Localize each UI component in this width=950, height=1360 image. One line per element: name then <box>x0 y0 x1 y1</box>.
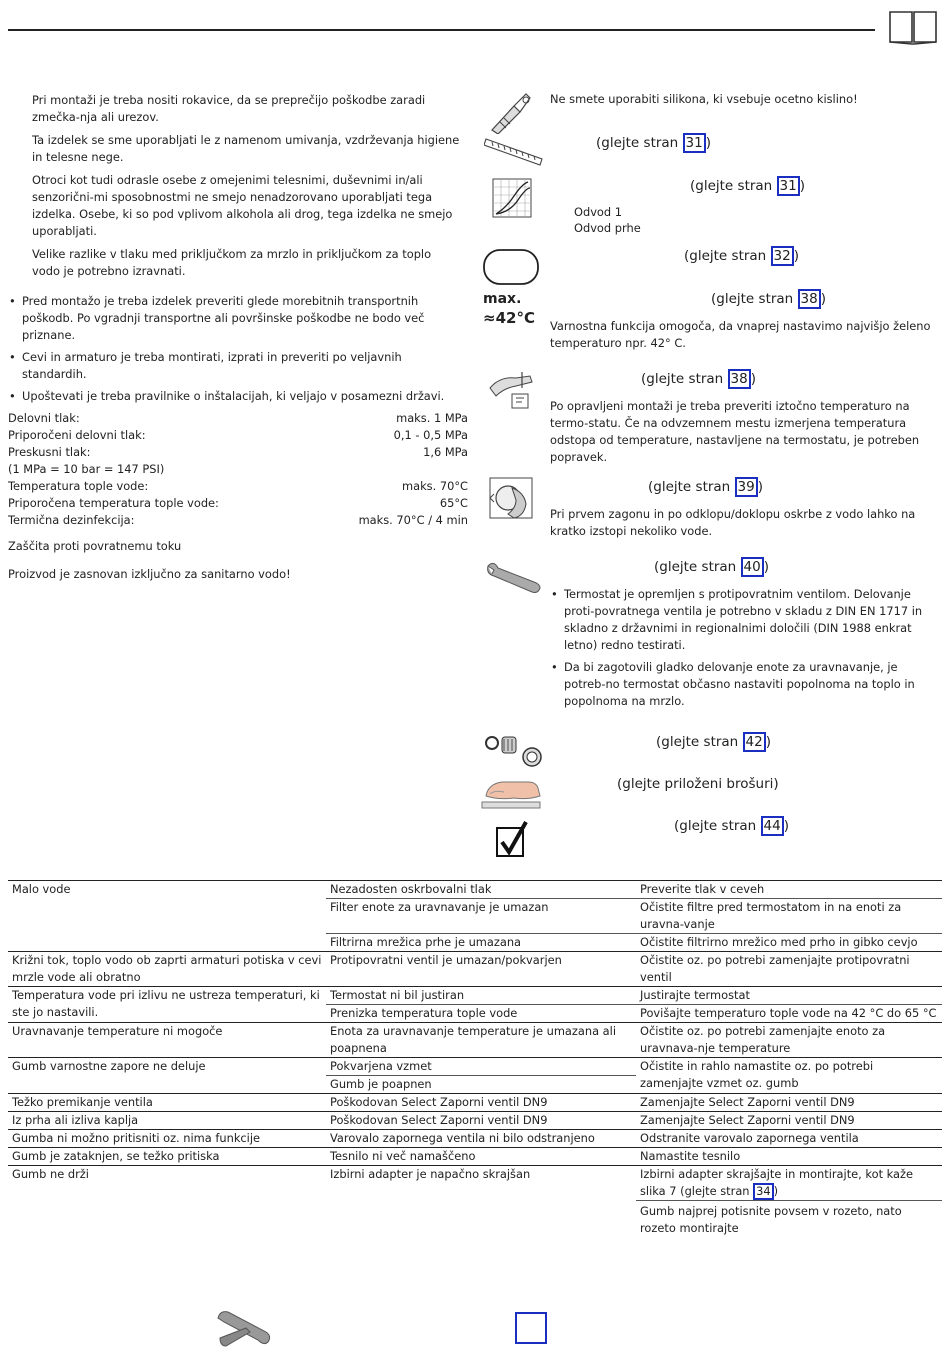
ref-prefix: (glejte stran <box>656 734 743 750</box>
solution-cell: Odstranite varovalo zapornega ventila <box>640 1131 859 1145</box>
solution-cell: Preverite tlak v ceveh <box>640 882 765 896</box>
table-row <box>8 987 942 1005</box>
spec-label: Delovni tlak: <box>8 411 80 425</box>
problem-cell: Gumb ne drži <box>12 1167 89 1181</box>
cause-cell: Izbirni adapter je napačno skrajšan <box>330 1167 531 1181</box>
solution-cell: Očistite oz. po potrebi zamenjajte protipovratni ventil <box>640 953 910 984</box>
page-ref-test-certificate <box>674 816 789 836</box>
ruler-icon <box>484 133 544 167</box>
header-rule <box>8 29 875 31</box>
backflow-note: Zaščita proti povratnemu toku <box>8 539 182 553</box>
table-row <box>8 881 942 899</box>
table-row <box>8 1058 942 1076</box>
montage-notes <box>8 293 463 410</box>
cause-cell: Poškodovan Select Zaporni ventil DN9 <box>330 1113 548 1127</box>
page-ref-link[interactable]: 42 <box>743 732 766 752</box>
spec-row <box>8 495 468 512</box>
table-row <box>8 1148 942 1166</box>
solution-cell: Očistite filtre pred termostatom in na enoti za uravna-vanje <box>640 900 902 931</box>
solution-cell <box>636 1166 942 1201</box>
page-ref-adjustment <box>641 369 756 389</box>
page-ref-link[interactable]: 31 <box>777 176 800 196</box>
page-ref-spare-parts <box>656 732 771 752</box>
cartridge-outline-icon <box>482 248 540 286</box>
spec-value: 1,6 MPa <box>423 445 468 459</box>
solution-cell: Povišajte temperaturo tople vode na 42 °C do 65 °C <box>640 1006 937 1020</box>
max-label: max. <box>483 291 522 307</box>
cause-cell: Prenizka temperatura tople vode <box>330 1006 518 1020</box>
silicone-warning: Ne smete uporabiti silikona, ki vsebuje ocetno kislino! <box>550 92 858 106</box>
checkbox-checked-icon <box>494 820 530 858</box>
ref-suffix: ) <box>705 135 711 151</box>
solution-cell: Očistite oz. po potrebi zamenjajte enoto za uravnava-nje temperature <box>640 1024 886 1055</box>
solution-text: Izbirni adapter skrajšajte in montirajte, kot kaže slika 7 (glejte stran <box>640 1167 914 1198</box>
problem-cell: Gumba ni možno pritisniti oz. nima funkcije <box>12 1131 261 1145</box>
page-ref-operation <box>648 477 763 497</box>
outlet-shower-label: Odvod prhe <box>574 221 641 235</box>
page-ref-dimensions <box>596 133 711 153</box>
table-row <box>8 1112 942 1130</box>
brochure-ref: (glejte priloženi brošuri) <box>617 776 779 792</box>
spare-parts-icon <box>482 731 544 769</box>
page-ref-max-temp <box>711 289 826 309</box>
safety-note-gloves: Pri montaži je treba nositi rokavice, da se preprečijo poškodbe zaradi zmečka-nja ali urezov. <box>32 93 426 124</box>
solution-cell: Justirajte termostat <box>640 988 750 1002</box>
troubleshooting-table <box>8 880 942 1237</box>
spec-label: (1 MPa = 10 bar = 147 PSI) <box>8 462 165 476</box>
safety-function-text: Varnostna funkcija omogoča, da vnaprej nastavimo najvišjo želeno temperaturo npr. 42° C. <box>550 319 931 350</box>
ref-prefix: (glejte stran <box>641 371 728 387</box>
spec-value: 0,1 - 0,5 MPa <box>393 428 468 442</box>
cause-cell: Protipovratni ventil je umazan/pokvarjen <box>330 953 562 967</box>
page-ref-link[interactable]: 44 <box>761 816 784 836</box>
cause-cell: Nezadosten oskrbovalni tlak <box>330 882 492 896</box>
page-number-box <box>515 1312 547 1344</box>
table-row <box>8 952 942 987</box>
ref-prefix: (glejte stran <box>690 178 777 194</box>
page-ref-link[interactable]: 32 <box>771 246 794 266</box>
cause-cell: Tesnilo ni več namaščeno <box>330 1149 476 1163</box>
spec-label: Priporočena temperatura tople vode: <box>8 496 219 510</box>
montage-note: • Pred montažo je treba izdelek preveriti glede morebitnih transportnih poškodb. Po vgradnji transportne ali površinske poškodbe ne bodo več priznane. <box>8 293 463 344</box>
spec-row <box>8 512 468 529</box>
cause-cell: Filtrirna mrežica prhe je umazana <box>330 935 522 949</box>
problem-cell: Iz prha ali izliva kaplja <box>12 1113 139 1127</box>
page-ref-link[interactable]: 38 <box>728 369 751 389</box>
technical-data <box>8 410 468 529</box>
ref-prefix: (glejte stran <box>596 135 683 151</box>
ref-suffix: ) <box>793 248 799 264</box>
cause-cell: Pokvarjena vzmet <box>330 1059 432 1073</box>
spec-value: 65°C <box>439 496 468 510</box>
page-ref-link[interactable]: 34 <box>753 1183 774 1200</box>
spec-value: maks. 1 MPa <box>396 411 468 425</box>
ref-prefix: (glejte stran <box>674 818 761 834</box>
page-ref-flow-diagram <box>690 176 805 196</box>
tools-icon <box>216 1308 274 1348</box>
solution-cell: Očistite filtrirno mrežico med prho in gibko cevjo <box>640 935 918 949</box>
safety-note-pressure: Velike razlike v tlaku med priključkom za mrzlo in priključkom za toplo vodo je potrebno izravnati. <box>32 247 432 278</box>
cause-cell: Varovalo zapornega ventila ni bilo odstranjeno <box>330 1131 595 1145</box>
safety-note-children: Otroci kot tudi odrasle osebe z omejenimi telesnimi, duševnimi in/ali senzorični-mi sposobnostmi ne smejo nenadzorovano uporabljati tega izdelka. Osebe, ki so pod vplivom alkohola ali drog, tega izdelka ne smejo uporabljati. <box>32 173 453 238</box>
safety-note-usage: Ta izdelek se sme uporabljati le z namenom umivanja, vzdrževanja higiene in telesne nege. <box>32 133 460 164</box>
ref-suffix: ) <box>799 178 805 194</box>
spec-label: Termična dezinfekcija: <box>8 513 135 527</box>
montage-note: • Cevi in armaturo je treba montirati, izprati in preveriti po veljavnih standardih. <box>8 349 463 383</box>
ref-suffix: ) <box>757 479 763 495</box>
silicone-gun-icon <box>486 92 542 134</box>
solution-cell: Zamenjajte Select Zaporni ventil DN9 <box>640 1113 855 1127</box>
ref-suffix: ) <box>750 371 756 387</box>
problem-cell: Gumb je zataknjen, se težko pritiska <box>12 1149 220 1163</box>
cause-cell: Poškodovan Select Zaporni ventil DN9 <box>330 1095 548 1109</box>
table-row <box>8 1166 942 1201</box>
spec-label: Preskusni tlak: <box>8 445 91 459</box>
cause-cell: Termostat ni bil justiran <box>330 988 465 1002</box>
cause-cell: Filter enote za uravnavanje je umazan <box>330 900 549 914</box>
table-row <box>8 1094 942 1112</box>
ref-prefix: (glejte stran <box>711 291 798 307</box>
page-ref-link[interactable]: 39 <box>735 477 758 497</box>
problem-cell: Gumb varnostne zapore ne deluje <box>12 1059 206 1073</box>
spec-row <box>8 410 468 427</box>
problem-cell: Temperatura vode pri izlivu ne ustreza temperaturi, ki ste jo nastavili. <box>12 988 320 1019</box>
problem-cell: Križni tok, toplo vodo ob zaprti armaturi potiska v cevi mrzle vode ali obratno <box>12 953 322 984</box>
maintenance-notes <box>550 586 938 715</box>
max-temp-label: ≈42°C <box>483 309 535 327</box>
solution-cell: Gumb najprej potisnite povsem v rozeto, nato rozeto montirajte <box>640 1204 902 1235</box>
ref-prefix: (glejte stran <box>654 559 741 575</box>
page-ref-link[interactable]: 31 <box>683 133 706 153</box>
flow-diagram-icon <box>492 178 532 218</box>
spec-label: Temperatura tople vode: <box>8 479 149 493</box>
cleaning-hand-icon <box>480 774 544 810</box>
spec-label: Priporočeni delovni tlak: <box>8 428 146 442</box>
problem-cell: Težko premikanje ventila <box>12 1095 153 1109</box>
solution-cell: Zamenjajte Select Zaporni ventil DN9 <box>640 1095 855 1109</box>
page-ref-link[interactable]: 38 <box>798 289 821 309</box>
spec-value: maks. 70°C <box>402 479 468 493</box>
first-start-text: Pri prvem zagonu in po odklopu/doklopu oskrbe z vodo lahko na kratko izstopi nekoliko vode. <box>550 507 916 538</box>
ref-prefix: (glejte stran <box>648 479 735 495</box>
wrench-icon <box>484 560 542 598</box>
ref-suffix: ) <box>783 818 789 834</box>
ref-prefix: (glejte stran <box>684 248 771 264</box>
cause-cell: Gumb je poapnen <box>330 1077 432 1091</box>
page-ref-link[interactable]: 40 <box>741 557 764 577</box>
maintenance-note: • Da bi zagotovili gladko delovanje enote za uravnavanje, je potreb-no termostat občasno nastaviti popolnoma na toplo in popolnoma na mrzlo. <box>550 659 938 710</box>
hand-knob-icon <box>486 474 536 522</box>
solution-cell: Namastite tesnilo <box>640 1149 741 1163</box>
table-row <box>8 1023 942 1058</box>
manual-book-icon <box>888 8 938 46</box>
sanitary-note: Proizvod je zasnovan izključno za sanitarno vodo! <box>8 567 291 581</box>
thermometer-check-icon <box>486 368 538 412</box>
spec-row <box>8 478 468 495</box>
safety-notes <box>32 92 462 286</box>
page-ref-maintenance <box>654 557 769 577</box>
ref-suffix: ) <box>773 1184 779 1198</box>
ref-suffix: ) <box>820 291 826 307</box>
spec-value: maks. 70°C / 4 min <box>358 513 468 527</box>
ref-suffix: ) <box>763 559 769 575</box>
problem-cell: Malo vode <box>12 882 71 896</box>
ref-suffix: ) <box>765 734 771 750</box>
outlet-1-label: Odvod 1 <box>574 205 623 219</box>
spec-row <box>8 461 468 478</box>
table-row <box>8 1130 942 1148</box>
adjustment-text: Po opravljeni montaži je treba preveriti iztočno temperaturo na termo-statu. Če na odvzemnem mestu izmerjena temperatura odstopa od temperature, nastavljene na termostatu, je potreben popravek. <box>550 399 920 464</box>
solution-cell: Očistite in rahlo namastite oz. po potrebi zamenjajte vzmet oz. gumb <box>640 1059 874 1090</box>
cause-cell: Enota za uravnavanje temperature je umazana ali poapnena <box>330 1024 616 1055</box>
maintenance-note: • Termostat je opremljen s protipovratnim ventilom. Delovanje proti-povratnega ventila je potrebno v skladu z DIN EN 1717 in skladno z državnimi in regionalnimi določili (DIN 1988 enkrat letno) redno testirati. <box>550 586 938 654</box>
montage-note: • Upoštevati je treba pravilnike o inštalacijah, ki veljajo v posamezni državi. <box>8 388 463 405</box>
spec-row <box>8 427 468 444</box>
spec-row <box>8 444 468 461</box>
page-ref-dimensions-outline <box>684 246 799 266</box>
problem-cell: Uravnavanje temperature ni mogoče <box>12 1024 223 1038</box>
